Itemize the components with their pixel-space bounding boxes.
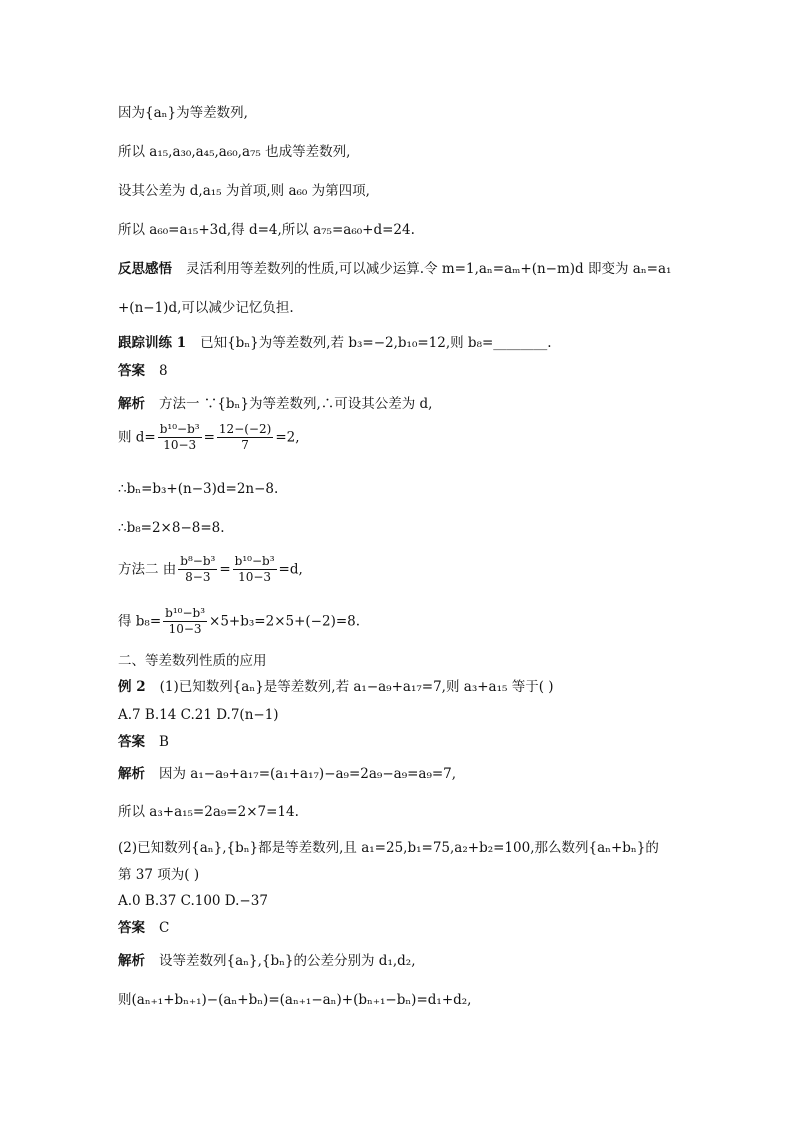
answer-line: [118, 733, 169, 751]
answer-label: 答案: [118, 920, 145, 936]
denominator: 7: [241, 438, 249, 452]
equals-sign: =: [203, 429, 215, 446]
analysis-label: 解析: [118, 396, 145, 412]
text-line: +(n−1)d,可以减少记忆负担.: [118, 300, 294, 316]
text-line: 则(aₙ₊₁+bₙ₊₁)−(aₙ+bₙ)=(aₙ₊₁−aₙ)+(bₙ₊₁−bₙ)=d₁+d₂,: [118, 992, 472, 1008]
answer-value: C: [159, 920, 170, 936]
text-line: ∴bₙ=b₃+(n−3)d=2n−8.: [118, 481, 279, 497]
answer-line: [118, 362, 168, 380]
denominator: 10−3: [238, 570, 272, 584]
text-line: 第 37 项为( ): [118, 867, 200, 883]
answer-line: [118, 919, 169, 937]
reflection-line: [118, 260, 671, 278]
fraction: [217, 422, 273, 453]
denominator: 10−3: [163, 438, 197, 452]
fraction: [163, 606, 207, 637]
text-line: ∴b₈=2×8−8=8.: [118, 520, 225, 536]
numerator: b¹⁰−b³: [234, 554, 275, 568]
analysis-label: 解析: [118, 953, 145, 969]
choices-line: A.0 B.37 C.100 D.−37: [118, 893, 268, 909]
answer-value: B: [159, 734, 169, 750]
example-text: (1)已知数列{aₙ}是等差数列,若 a₁−a₉+a₁₇=7,则 a₃+a₁₅ 等于( ): [159, 679, 554, 695]
analysis-label: 解析: [118, 766, 145, 782]
answer-value: 8: [159, 363, 168, 379]
answer-label: 答案: [118, 734, 145, 750]
analysis-line: [118, 765, 456, 783]
fraction: [158, 422, 202, 453]
analysis-line: [118, 395, 432, 413]
equation-suffix: ×5+b₃=2×5+(−2)=8.: [209, 613, 361, 630]
equation-prefix: 则 d=: [118, 429, 156, 446]
example-heading: 例 2: [118, 679, 146, 695]
analysis-line: [118, 952, 416, 970]
text-line: 所以 a₆₀=a₁₅+3d,得 d=4,所以 a₇₅=a₆₀+d=24.: [118, 222, 415, 238]
choices-line: A.7 B.14 C.21 D.7(n−1): [118, 707, 279, 723]
text-line: (2)已知数列{aₙ},{bₙ}都是等差数列,且 a₁=25,b₁=75,a₂+b₂=100,那么数列{aₙ+bₙ}的: [118, 840, 659, 856]
denominator: 8−3: [185, 570, 211, 584]
equation-line: [118, 554, 303, 585]
text-line: 因为{aₙ}为等差数列,: [118, 105, 248, 121]
analysis-text: 因为 a₁−a₉+a₁₇=(a₁+a₁₇)−a₉=2a₉−a₉=a₉=7,: [159, 766, 457, 782]
numerator: 12−(−2): [218, 422, 272, 436]
exercise-line: [118, 334, 552, 352]
equals-sign: =: [219, 561, 231, 578]
equation-prefix: 得 b₈=: [118, 613, 162, 630]
example-line: [118, 678, 554, 696]
reflection-text: 灵活利用等差数列的性质,可以减少运算.令 m=1,aₙ=aₘ+(n−m)d 即变为 aₙ=a₁: [186, 261, 672, 277]
equation-line: [118, 606, 360, 637]
answer-label: 答案: [118, 363, 145, 379]
equation-suffix: =2,: [275, 429, 300, 446]
section-heading: 二、等差数列性质的应用: [118, 653, 267, 669]
exercise-text: 已知{bₙ}为等差数列,若 b₃=−2,b₁₀=12,则 b₈=________.: [200, 335, 552, 351]
analysis-text: 设等差数列{aₙ},{bₙ}的公差分别为 d₁,d₂,: [159, 953, 416, 969]
denominator: 10−3: [168, 622, 202, 636]
numerator: b⁸−b³: [180, 554, 216, 568]
fraction: [233, 554, 277, 585]
equation-prefix: 方法二 由: [118, 561, 177, 578]
fraction: [178, 554, 217, 585]
analysis-text: 方法一 ∵{bₙ}为等差数列,∴可设其公差为 d,: [159, 396, 433, 412]
equation-suffix: =d,: [278, 561, 303, 578]
exercise-heading: 跟踪训练 1: [118, 335, 187, 351]
numerator: b¹⁰−b³: [159, 422, 200, 436]
numerator: b¹⁰−b³: [165, 606, 206, 620]
reflection-heading: 反思感悟: [118, 261, 172, 277]
equation-line: [118, 422, 300, 453]
text-line: 所以 a₃+a₁₅=2a₉=2×7=14.: [118, 804, 299, 820]
text-line: 设其公差为 d,a₁₅ 为首项,则 a₆₀ 为第四项,: [118, 183, 370, 199]
text-line: 所以 a₁₅,a₃₀,a₄₅,a₆₀,a₇₅ 也成等差数列,: [118, 144, 351, 160]
